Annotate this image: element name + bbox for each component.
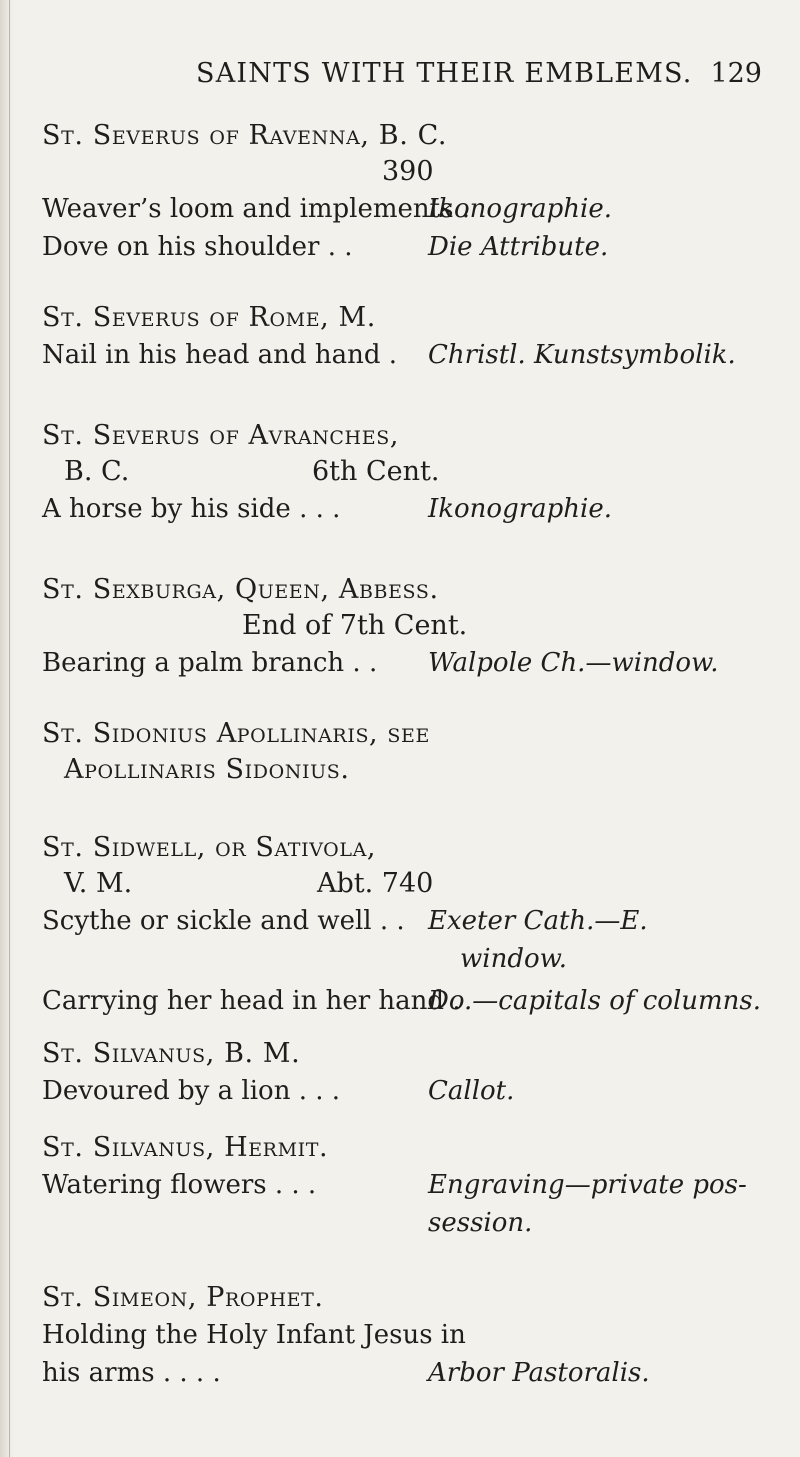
source-text: Exeter Cath.—E. xyxy=(428,906,648,936)
saint-name-cont: Apollinaris Sidonius. xyxy=(64,754,350,785)
source-text: Engraving—private pos- xyxy=(428,1170,747,1200)
emblem-row xyxy=(42,1166,782,1204)
saint-name: St. Simeon, Prophet. xyxy=(42,1282,324,1313)
emblem-text: Scythe or sickle and well . . xyxy=(42,906,405,936)
entry-sexburga xyxy=(42,572,782,682)
source-text: Callot. xyxy=(428,1076,515,1106)
source-text-cont: window. xyxy=(460,944,568,974)
emblem-row xyxy=(42,982,782,1020)
emblem-row xyxy=(42,490,782,528)
emblem-row xyxy=(42,644,782,682)
entry-severus-ravenna xyxy=(42,118,782,266)
saint-name: St. Severus of Avranches, xyxy=(42,420,399,451)
entry-silvanus-hermit xyxy=(42,1130,782,1242)
emblem-text: Weaver’s loom and implements . xyxy=(42,194,470,224)
emblem-text: Devoured by a lion . . . xyxy=(42,1076,341,1106)
saint-date: 390 xyxy=(382,156,434,187)
source-text: Arbor Pastoralis. xyxy=(428,1358,650,1388)
emblem-row xyxy=(42,1316,782,1354)
entry-severus-rome xyxy=(42,300,782,374)
emblem-text: Holding the Holy Infant Jesus in xyxy=(42,1320,466,1350)
saint-name: St. Silvanus, B. M. xyxy=(42,1038,301,1069)
emblem-text: Nail in his head and hand . xyxy=(42,340,397,370)
saint-date: Abt. 740 xyxy=(317,868,434,899)
page-header xyxy=(0,58,800,98)
running-head: SAINTS WITH THEIR EMBLEMS. xyxy=(196,58,693,89)
source-text: Ikonographie. xyxy=(428,494,613,524)
entry-severus-avranches xyxy=(42,418,782,528)
page-binding-edge xyxy=(9,0,10,1457)
saint-name: St. Silvanus, Hermit. xyxy=(42,1132,329,1163)
emblem-text: Dove on his shoulder . . xyxy=(42,232,353,262)
entry-simeon xyxy=(42,1280,782,1392)
source-text: Ikonographie. xyxy=(428,194,613,224)
emblem-row-cont xyxy=(42,1354,782,1392)
source-text: Do.—capitals of columns. xyxy=(428,986,762,1016)
source-text: Die Attribute. xyxy=(428,232,609,262)
source-text: Walpole Ch.—window. xyxy=(428,648,719,678)
entry-sidonius xyxy=(42,716,782,788)
emblem-row xyxy=(42,1072,782,1110)
emblem-text: Carrying her head in her hand . xyxy=(42,986,461,1016)
emblem-text-cont: his arms . . . . xyxy=(42,1358,221,1388)
saint-title: V. M. xyxy=(64,868,133,899)
saint-name: St. Severus of Ravenna, B. C. xyxy=(42,120,448,151)
emblem-row xyxy=(42,336,782,374)
source-text-cont: session. xyxy=(428,1208,533,1238)
emblem-text: Watering flowers . . . xyxy=(42,1170,317,1200)
saint-title: B. C. xyxy=(64,456,130,487)
saint-name: St. Sexburga, Queen, Abbess. xyxy=(42,574,439,605)
emblem-row xyxy=(42,228,782,266)
emblem-row xyxy=(42,902,782,940)
saint-name: St. Severus of Rome, M. xyxy=(42,302,376,333)
emblem-text: Bearing a palm branch . . xyxy=(42,648,378,678)
page-number: 129 xyxy=(710,58,762,89)
saint-date: End of 7th Cent. xyxy=(242,610,468,641)
page-binding-shadow xyxy=(0,0,14,1457)
saint-date: 6th Cent. xyxy=(312,456,440,487)
entry-sidwell xyxy=(42,830,782,1020)
saint-name: St. Sidwell, or Sativola, xyxy=(42,832,377,863)
entry-silvanus-bishop xyxy=(42,1036,782,1110)
source-text: Christl. Kunstsymbolik. xyxy=(428,340,736,370)
emblem-row xyxy=(42,190,782,228)
emblem-text: A horse by his side . . . xyxy=(42,494,341,524)
saint-name: St. Sidonius Apollinaris, see xyxy=(42,718,430,749)
